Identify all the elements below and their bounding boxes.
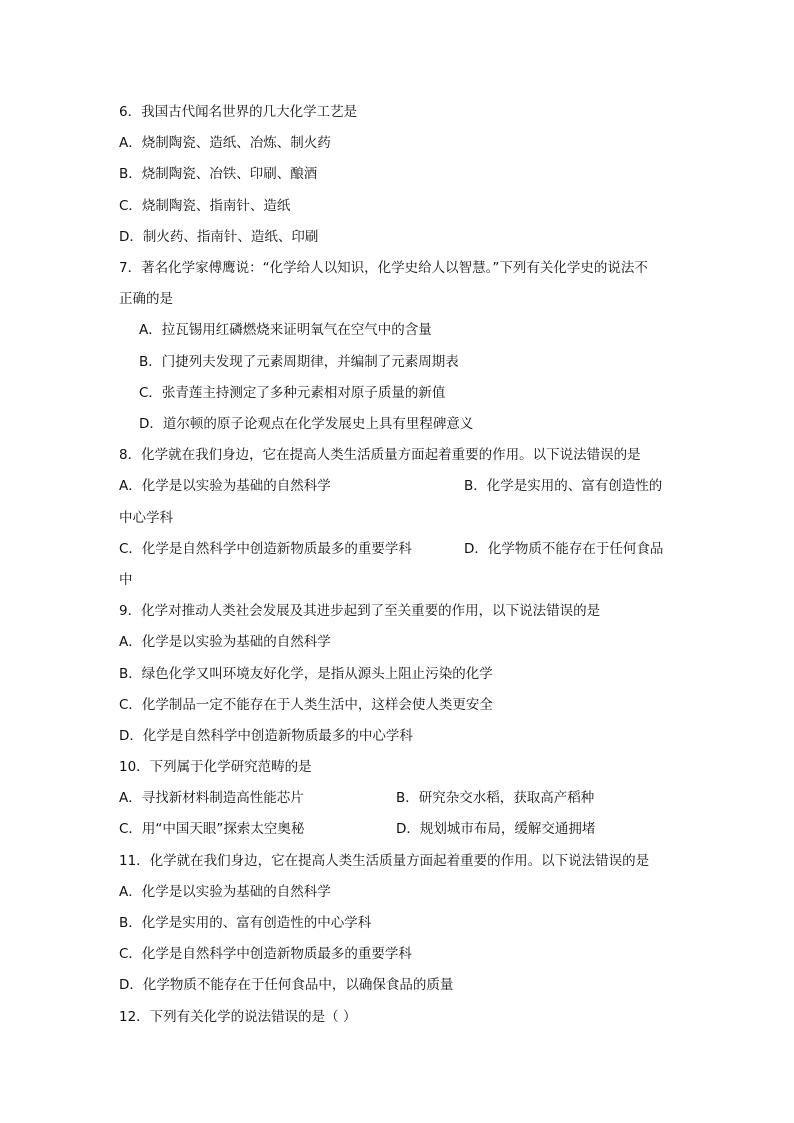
question-10-stem: 10．下列属于化学研究范畴的是 [119, 759, 312, 775]
question-6-option-a: A．烧制陶瓷、造纸、冶炼、制火药 [119, 135, 331, 151]
question-8-option-c: C．化学是自然科学中创造新物质最多的重要学科 [119, 541, 412, 557]
question-7-option-a: A．拉瓦锡用红磷燃烧来证明氧气在空气中的含量 [139, 322, 432, 338]
question-9-option-b: B．绿色化学又叫环境友好化学，是指从源头上阻止污染的化学 [119, 666, 493, 682]
question-7-option-c: C．张青莲主持测定了多种元素相对原子质量的新值 [139, 385, 446, 401]
question-8-option-d: D．化学物质不能存在于任何食品 [464, 541, 664, 557]
question-8-stem: 8．化学就在我们身边，它在提高人类生活质量方面起着重要的作用。以下说法错误的是 [119, 447, 641, 463]
question-8-option-a: A．化学是以实验为基础的自然科学 [119, 478, 331, 494]
question-9-stem: 9．化学对推动人类社会发展及其进步起到了至关重要的作用，以下说法错误的是 [119, 603, 601, 619]
question-6-option-d: D．制火药、指南针、造纸、印刷 [119, 229, 319, 245]
question-7-stem-line-2: 正确的是 [119, 291, 173, 307]
question-11-option-b: B．化学是实用的、富有创造性的中心学科 [119, 915, 372, 931]
question-11-option-a: A．化学是以实验为基础的自然科学 [119, 884, 331, 900]
question-6-option-b: B．烧制陶瓷、冶铁、印刷、酿酒 [119, 166, 318, 182]
question-7-option-d: D．道尔顿的原子论观点在化学发展史上具有里程碑意义 [139, 416, 474, 432]
question-9-option-c: C．化学制品一定不能存在于人类生活中，这样会使人类更安全 [119, 697, 493, 713]
question-9-option-d: D．化学是自然科学中创造新物质最多的中心学科 [119, 728, 413, 744]
question-8-option-d-continued: 中 [119, 572, 133, 588]
question-11-stem: 11．化学就在我们身边，它在提高人类生活质量方面起着重要的作用。以下说法错误的是 [119, 853, 650, 869]
question-11-option-c: C．化学是自然科学中创造新物质最多的重要学科 [119, 946, 412, 962]
question-8-option-b-continued: 中心学科 [119, 510, 173, 526]
question-6-option-c: C．烧制陶瓷、指南针、造纸 [119, 198, 291, 214]
question-9-option-a: A．化学是以实验为基础的自然科学 [119, 634, 331, 650]
question-10-option-c: C．用“中国天眼”探索太空奥秘 [119, 821, 305, 837]
question-10-option-b: B．研究杂交水稻，获取高产稻种 [396, 790, 595, 806]
question-8-option-b: B．化学是实用的、富有创造性的 [464, 478, 663, 494]
question-10-option-a: A．寻找新材料制造高性能芯片 [119, 790, 304, 806]
question-6-stem: 6．我国古代闻名世界的几大化学工艺是 [119, 104, 358, 120]
question-11-option-d: D．化学物质不能存在于任何食品中，以确保食品的质量 [119, 977, 454, 993]
question-7-stem-line-1: 7．著名化学家傅鹰说：“化学给人以知识，化学史给人以智慧。”下列有关化学史的说法不 [119, 260, 648, 276]
question-7-option-b: B．门捷列夫发现了元素周期律，并编制了元素周期表 [139, 354, 459, 370]
question-10-option-d: D．规划城市布局，缓解交通拥堵 [396, 821, 596, 837]
question-12-stem: 12．下列有关化学的说法错误的是（ ） [119, 1009, 357, 1025]
